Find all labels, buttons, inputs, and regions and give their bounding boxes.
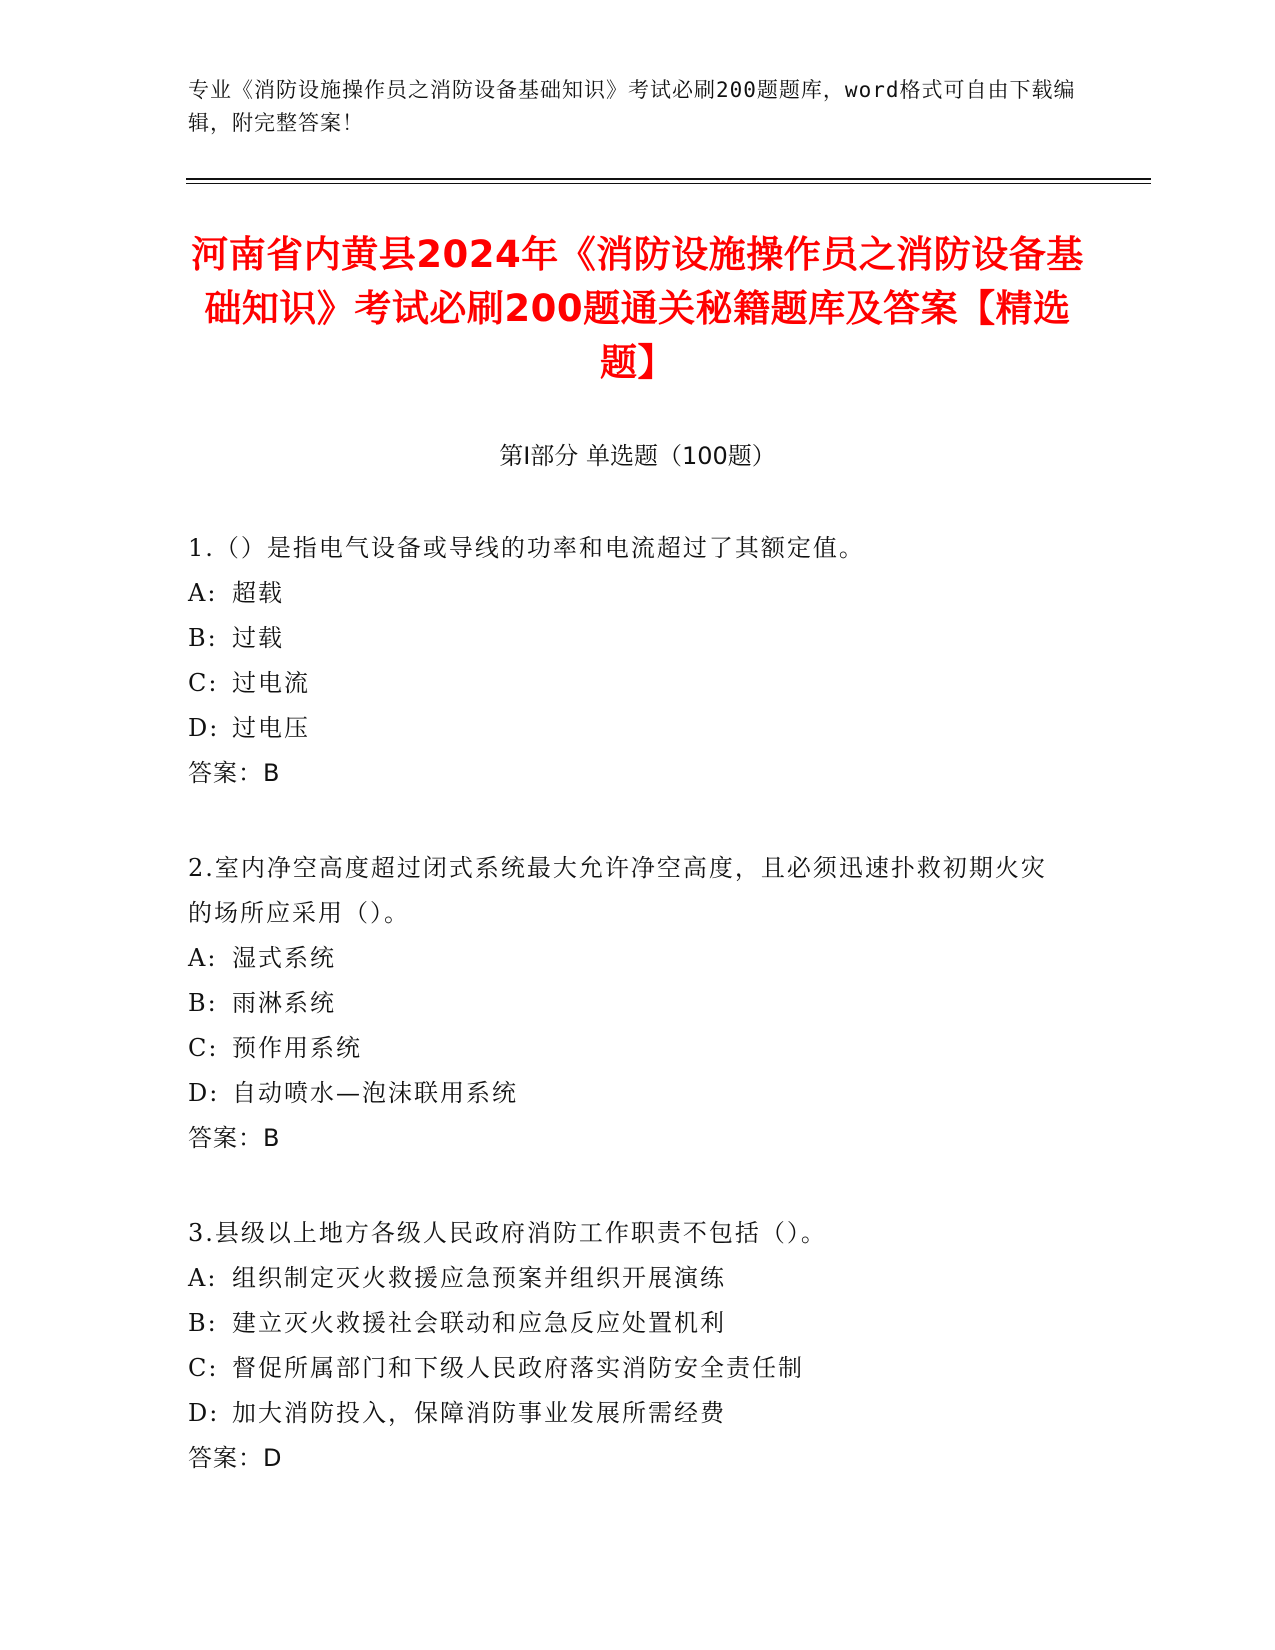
option-text: 加大消防投入，保障消防事业发展所需经费 bbox=[232, 1399, 726, 1427]
section-heading: 第Ⅰ部分 单选题（100题） bbox=[499, 442, 776, 470]
option-d bbox=[188, 1391, 1068, 1436]
option-text: 雨淋系统 bbox=[232, 989, 336, 1017]
option-text: 过电压 bbox=[232, 714, 310, 742]
option-a bbox=[188, 1256, 1068, 1301]
option-key: C: bbox=[188, 1354, 219, 1382]
question-item bbox=[188, 526, 1068, 796]
option-text: 组织制定灭火救援应急预案并组织开展演练 bbox=[232, 1264, 726, 1292]
question-stem: 1.（）是指电气设备或导线的功率和电流超过了其额定值。 bbox=[188, 534, 865, 562]
option-text: 预作用系统 bbox=[232, 1034, 362, 1062]
question-stem: 2.室内净空高度超过闭式系统最大允许净空高度，且必须迅速扑救初期火灾的场所应采用（）。 bbox=[188, 854, 1047, 927]
option-text: 建立灭火救援社会联动和应急反应处置机利 bbox=[232, 1309, 726, 1337]
option-key: A: bbox=[188, 944, 218, 972]
header-divider-thick bbox=[186, 178, 1151, 180]
option-key: D: bbox=[188, 1079, 220, 1107]
option-c bbox=[188, 661, 1068, 706]
option-key: C: bbox=[188, 669, 219, 697]
answer-line: 答案：D bbox=[188, 1444, 283, 1472]
option-a bbox=[188, 936, 1068, 981]
option-key: B: bbox=[188, 989, 218, 1017]
option-text: 过载 bbox=[232, 624, 284, 652]
option-key: B: bbox=[188, 1309, 218, 1337]
question-stem: 3.县级以上地方各级人民政府消防工作职责不包括（）。 bbox=[188, 1219, 827, 1247]
option-d bbox=[188, 1071, 1068, 1116]
document-title: 河南省内黄县2024年《消防设施操作员之消防设备基础知识》考试必刷200题通关秘籍题库及答案【精选题】 bbox=[191, 233, 1084, 384]
option-b bbox=[188, 981, 1068, 1026]
option-text: 超载 bbox=[232, 579, 284, 607]
question-list bbox=[188, 526, 1068, 1531]
option-a bbox=[188, 571, 1068, 616]
answer-line: 答案：B bbox=[188, 1124, 281, 1152]
option-key: C: bbox=[188, 1034, 219, 1062]
option-key: A: bbox=[188, 1264, 218, 1292]
option-key: D: bbox=[188, 714, 220, 742]
option-text: 自动喷水—泡沫联用系统 bbox=[232, 1079, 518, 1107]
option-b bbox=[188, 1301, 1068, 1346]
option-c bbox=[188, 1346, 1068, 1391]
option-d bbox=[188, 706, 1068, 751]
option-text: 过电流 bbox=[232, 669, 310, 697]
header-divider-thin bbox=[186, 183, 1151, 184]
option-b bbox=[188, 616, 1068, 661]
question-item bbox=[188, 1211, 1068, 1481]
option-c bbox=[188, 1026, 1068, 1071]
option-key: B: bbox=[188, 624, 218, 652]
question-item bbox=[188, 846, 1068, 1161]
option-key: A: bbox=[188, 579, 218, 607]
option-text: 湿式系统 bbox=[232, 944, 336, 972]
answer-line: 答案：B bbox=[188, 759, 281, 787]
option-key: D: bbox=[188, 1399, 220, 1427]
option-text: 督促所属部门和下级人民政府落实消防安全责任制 bbox=[232, 1354, 804, 1382]
header-note: 专业《消防设施操作员之消防设备基础知识》考试必刷200题题库，word格式可自由下载编辑，附完整答案！ bbox=[188, 78, 1076, 135]
